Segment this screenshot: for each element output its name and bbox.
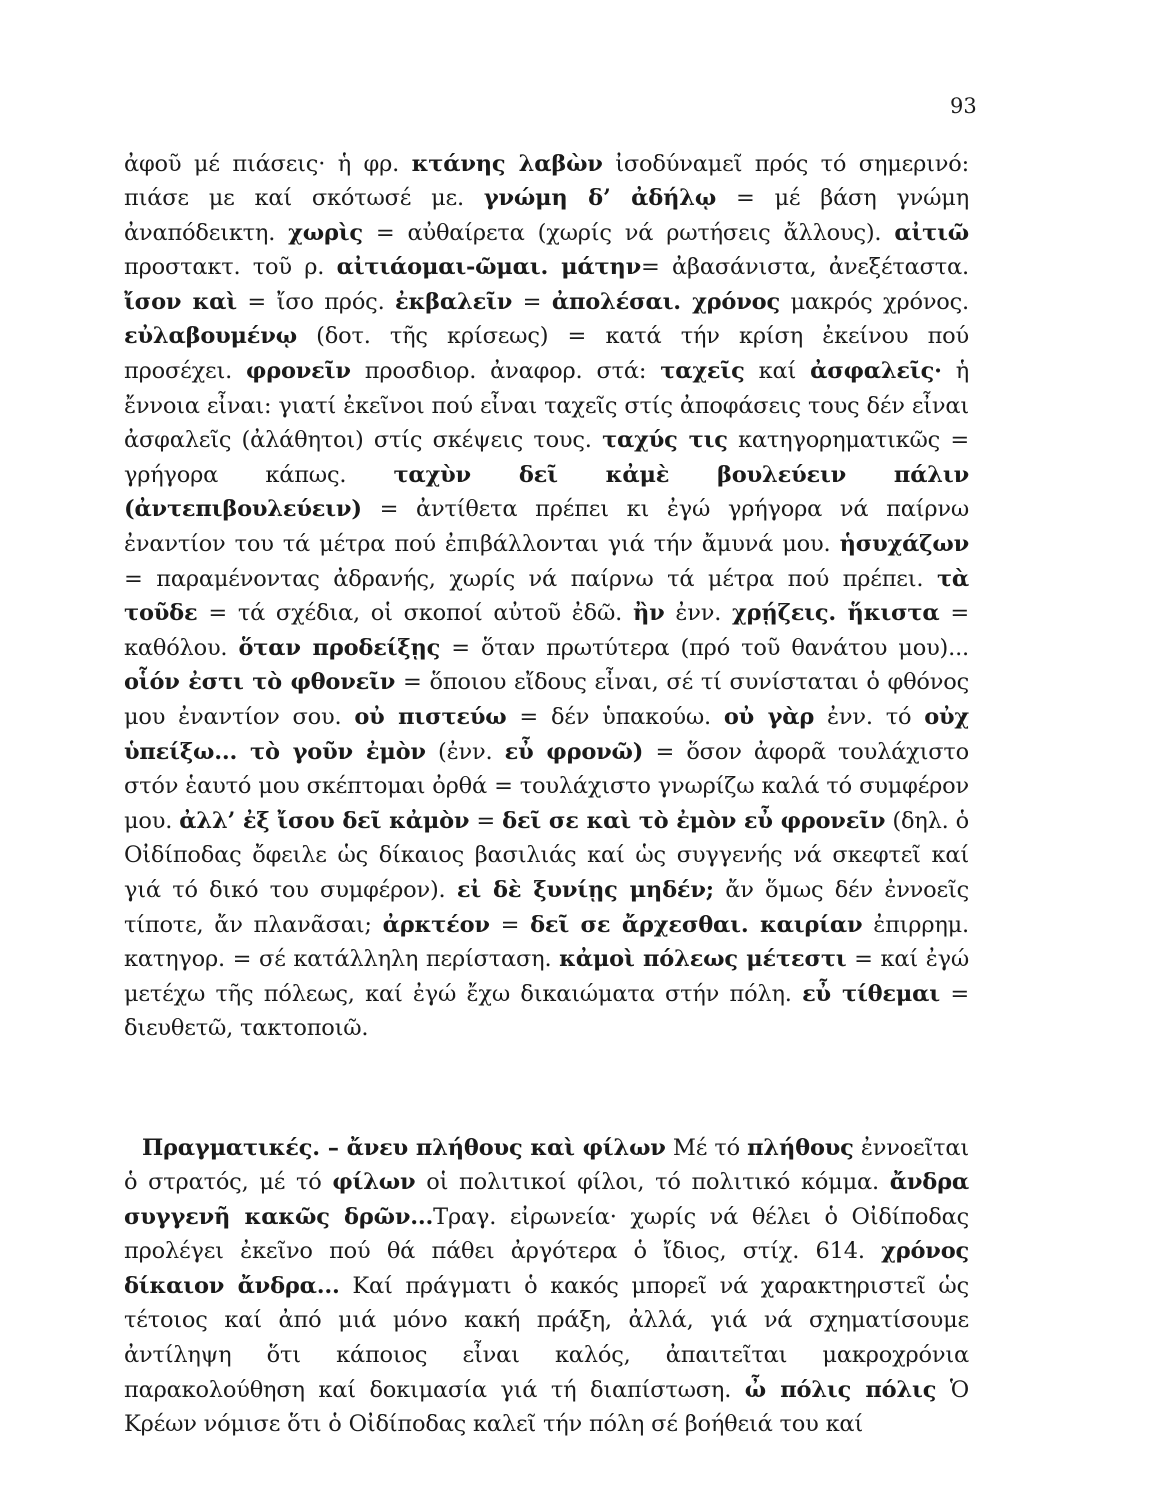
commentary-text: Ὁ Κρέων νόμισε ὅτι ὁ Οἰδίποδας καλεῖ τήν πόλη σέ βοήθειά του καί [124,1376,969,1438]
commentary-text: Καί πράγματι ὁ κακός μπορεῖ νά χαρακτηριστεῖ ὡς τέτοιος καί ἀπό μιά μόνο κακή πράξη, ἀλλά, γιά νά σχηματίσουμε ἀντίληψη ὅτι κάποιος εἶναι καλός, ἀπαιτεῖται μακροχρόνια παρακολούθηση καί δοκιμασία γιά τή διαπίστωση. [124,1272,969,1403]
lemma: Πραγματικές. – ἄνευ πλήθους καὶ φίλων [142,1134,666,1161]
commentary-text: ἄν ὅμως δέν ἐννοεῖς τίποτε, ἄν πλανᾶσαι; [124,876,969,938]
lemma: πλήθους [747,1134,854,1161]
commentary-text: = ἴσο πρός. [236,288,396,315]
commentary-text: = παραμένοντας ἀδρανής, χωρίς νά παίρνω τά μέτρα πού πρέπει. [124,565,937,592]
lemma: οὐ πιστεύω [354,704,507,730]
commentary-text: ἐπιρρημ. κατηγορ. = σέ κατάλληλη περίσταση. [124,911,970,973]
pragmatikes-paragraph [124,1131,969,1442]
lemma: ἀσφαλεῖς· [810,358,942,385]
lemma: ἢν [632,600,665,627]
commentary-text: = καί ἐγώ μετέχω τῆς πόλεως, καί ἐγώ ἔχω δικαιώματα στήν πόλη. [124,946,969,1007]
commentary-text: μακρός χρόνος. [779,288,969,315]
lemma: εὐλαβουμένῳ [124,323,297,350]
lemma: ἀλλ’ ἐξ ἴσου δεῖ κἀμὸν [179,807,470,834]
lemma: κἀμοὶ πόλεως μέτεστι [559,946,847,973]
lemma: ταχὺν δεῖ κἀμὲ βουλεύειν πάλιν (ἀντεπιβουλεύειν) [124,461,969,523]
commentary-text: = μέ βάση γνώμη ἀναπόδεικτη. [124,185,969,246]
commentary-text: ἰσοδύναμεῖ πρός τό σημερινό: πιάσε με καί σκότωσέ με. [124,150,969,212]
commentary-text: = ὅταν πρωτύτερα (πρό τοῦ θανάτου μου)... [440,634,969,661]
commentary-text: οἱ πολιτικοί φίλοι, τό πολιτικό κόμμα. [415,1169,890,1196]
lemma: ὅταν προδείξῃς [238,634,441,661]
lemma: οἷόν ἐστι τὸ φθονεῖν [124,669,396,696]
commentary-text: = καθόλου. [124,600,970,661]
lemma: εἰ δὲ ξυνίῃς μηδέν; [456,876,714,903]
commentary-text: Τραγ. εἰρωνεία· χωρίς νά θέλει ὁ Οἰδίποδας προλέγει ἐκεῖνο πού θά πάθει ἀργότερα ὁ ἴδιος, στίχ. 614. [124,1203,969,1265]
lemma: ταχύς τις [602,427,728,454]
commentary-text: ἐννοεῖται ὁ στρατός, μέ τό [124,1134,969,1196]
lemma: χρόνος δίκαιον ἄνδρα... [124,1238,969,1299]
lemma: δεῖ σε ἄρχεσθαι. καιρίαν [530,911,863,938]
lemma: γνώμη δ’ ἀδήλῳ [483,185,717,212]
commentary-text: Μέ τό [665,1134,748,1161]
commentary-text: ἡ ἔννοια εἶναι: γιατί ἐκεῖνοι πού εἶναι ταχεῖς στίς ἀποφάσεις τους δέν εἶναι ἀσφαλεῖς (ἀλάθητοι) στίς σκέψεις τους. [124,358,970,454]
lemma: ἴσον καὶ [124,288,237,315]
page-number: 93 [950,94,977,118]
commentary-paragraph [124,147,969,1046]
commentary-text: = ὅποιου εἴδους εἶναι, σέ τί συνίσταται ὁ φθόνος μου ἐναντίον σου. [124,669,969,730]
lemma: ταχεῖς [660,358,745,385]
commentary-text: = [512,288,552,315]
commentary-text: (δοτ. τῆς κρίσεως) = κατά τήν κρίση ἐκείνου πού προσέχει. [124,323,969,385]
commentary-text: = ἀντίθετα πρέπει κι ἐγώ γρήγορα νά παίρνω ἐναντίον του τά μέτρα πού ἐπιβάλλονται γιά τήν ἄμυνά μου. [124,496,969,558]
commentary-text: προστακτ. τοῦ ρ. [124,254,337,281]
commentary-text: (δηλ. ὁ Οἰδίποδας ὄφειλε ὡς δίκαιος βασιλιάς καί ὡς συγγενής νά σκεφτεῖ καί γιά τό δικό του συμφέρον). [124,807,970,903]
commentary-text: ἐνν. [664,600,733,627]
commentary-text: = τά σχέδια, οἱ σκοποί αὐτοῦ ἐδῶ. [197,600,633,627]
lemma: φρονεῖν [246,358,351,385]
commentary-text: = ἀβασάνιστα, ἀνεξέταστα. [641,254,969,281]
commentary-text: κατηγορηματικῶς = γρήγορα κάπως. [124,427,970,488]
commentary-text: ἀφοῦ μέ πιάσεις· ἡ φρ. [124,150,412,177]
lemma: ἐκβαλεῖν [395,288,513,315]
commentary-text: = ὅσον ἀφορᾶ τουλάχιστο στόν ἑαυτό μου σκέπτομαι ὀρθά = τουλάχιστο γνωρίζω καλά τό συμφέρον μου. [124,738,969,834]
lemma: δεῖ σε καὶ τὸ ἐμὸν εὖ φρονεῖν [502,807,886,834]
commentary-text: ἐνν. τό [814,704,925,730]
lemma: εὖ τίθεμαι [802,980,940,1007]
lemma: ἀπολέσαι. χρόνος [551,288,780,315]
lemma: οὐ γὰρ [723,704,815,730]
commentary-text: = διευθετῶ, τακτοποιῶ. [124,980,969,1042]
commentary-text: προσδιορ. ἀναφορ. στά: [350,358,661,385]
lemma: εὖ φρονῶ) [504,738,644,765]
lemma: κτάνης λαβὼν [411,150,603,177]
lemma: χωρὶς [288,219,363,246]
commentary-text: = αὐθαίρετα (χωρίς νά ρωτήσεις ἄλλους). [362,219,895,246]
lemma: αἰτιάομαι-ῶμαι. μάτην [336,254,642,281]
commentary-text: καί [744,358,811,385]
commentary-text: = δέν ὑπακούω. [506,704,724,730]
lemma: ἄνδρα συγγενῆ κακῶς δρῶν... [124,1169,969,1230]
commentary-text: = [469,807,503,834]
lemma: αἰτιῶ [894,219,970,246]
lemma: χρῄζεις. ἥκιστα [732,600,940,627]
lemma: φίλων [332,1169,416,1196]
lemma: οὐχ ὑπείξω... τὸ γοῦν ἐμὸν [124,704,970,765]
lemma: τὰ τοῦδε [124,565,969,627]
commentary-text: (ἐνν. [425,738,505,765]
commentary-text: = [489,911,531,938]
lemma: ὦ πόλις πόλις [744,1376,937,1403]
lemma: ἡσυχάζων [839,531,969,558]
lemma: ἀρκτέον [382,911,490,938]
